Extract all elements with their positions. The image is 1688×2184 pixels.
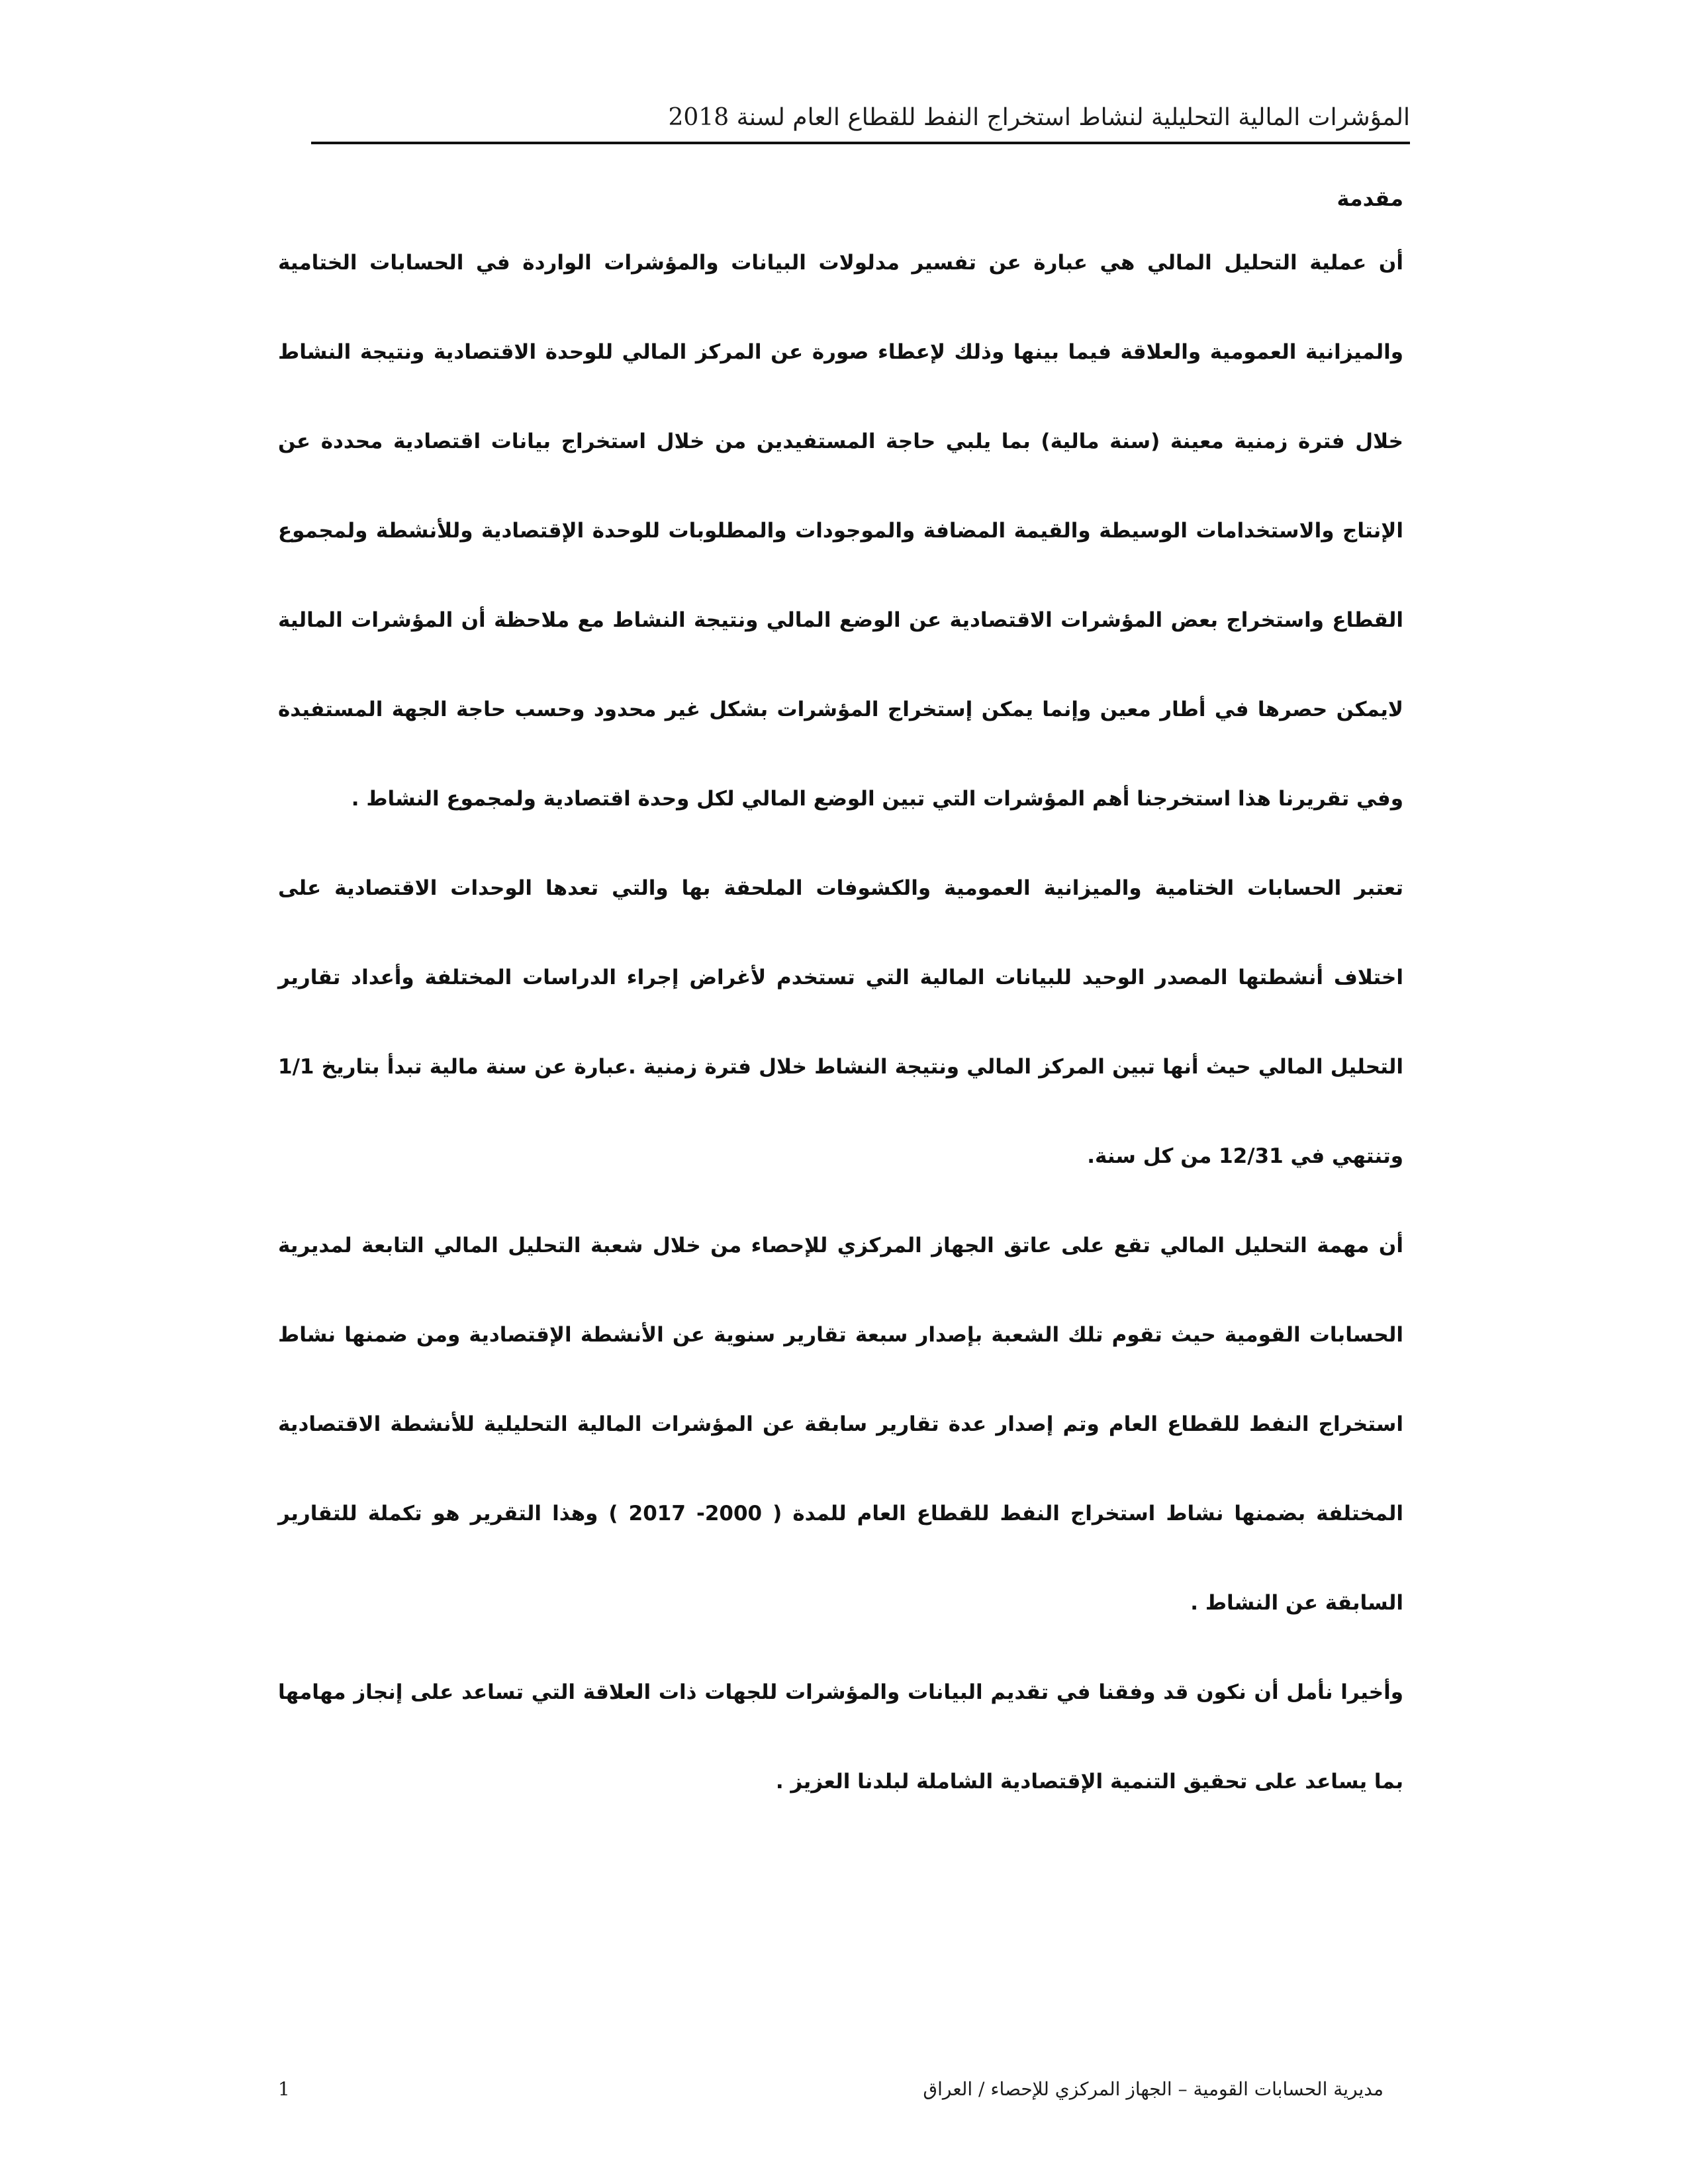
page-header	[311, 99, 1410, 136]
footer-text: مديرية الحسابات القومية – الجهاز المركزي للإحصاء / العراق	[923, 2078, 1383, 2100]
page-number: 1	[278, 2078, 290, 2100]
header-divider	[311, 142, 1410, 144]
paragraph-3: أن مهمة التحليل المالي تقع على عاتق الجهاز المركزي للإحصاء من خلال شعبة التحليل المالي التابعة لمديرية الحسابات القومية حيث تقوم تلك الشعبة بإصدار سبعة تقارير سنوية عن الأنشطة الإقتصادية ومن ضمنها نشاط استخراج النفط للقطاع العام وتم إصدار عدة تقارير سابقة عن المؤشرات المالية التحليلية للأنشطة الاقتصادية المختلفة بضمنها نشاط استخراج النفط للقطاع العام للمدة ( 2000- 2017 ) وهذا التقرير هو تكملة للتقارير السابقة عن النشاط .	[278, 1234, 1403, 1615]
main-content	[278, 179, 1403, 1827]
paragraph-4: وأخيرا نأمل أن نكون قد وفقنا في تقديم البيانات والمؤشرات للجهات ذات العلاقة التي تساعد على إنجاز مهامها بما يساعد على تحقيق التنمية الإقتصادية الشاملة لبلدنا العزيز .	[278, 1680, 1403, 1794]
header-title: المؤشرات المالية التحليلية لنشاط استخراج النفط للقطاع العام لسنة 2018	[668, 104, 1410, 131]
page-footer	[278, 2078, 1383, 2115]
section-heading: مقدمة	[1336, 186, 1403, 211]
paragraph-1: أن عملية التحليل المالي هي عبارة عن تفسير مدلولات البيانات والمؤشرات الواردة في الحسابات الختامية والميزانية العمومية والعلاقة فيما بينها وذلك لإعطاء صورة عن المركز المالي للوحدة الاقتصادية ونتيجة النشاط خلال فترة زمنية معينة (سنة مالية) بما يلبي حاجة المستفيدين من خلال استخراج بيانات اقتصادية محددة عن الإنتاج والاستخدامات الوسيطة والقيمة المضافة والموجودات والمطلوبات للوحدة الإقتصادية وللأنشطة ولمجموع القطاع واستخراج بعض المؤشرات الاقتصادية عن الوضع المالي ونتيجة النشاط مع ملاحظة أن المؤشرات المالية لايمكن حصرها في أطار معين وإنما يمكن إستخراج المؤشرات بشكل غير محدود وحسب حاجة الجهة المستفيدة وفي تقريرنا هذا استخرجنا أهم المؤشرات التي تبين الوضع المالي لكل وحدة اقتصادية ولمجموع النشاط .	[278, 251, 1403, 811]
paragraph-2: تعتبر الحسابات الختامية والميزانية العمومية والكشوفات الملحقة بها والتي تعدها الوحدات الاقتصادية على اختلاف أنشطتها المصدر الوحيد للبيانات المالية التي تستخدم لأغراض إجراء الدراسات المختلفة وأعداد تقارير التحليل المالي حيث أنها تبين المركز المالي ونتيجة النشاط خلال فترة زمنية .عبارة عن سنة مالية تبدأ بتاريخ 1/1 وتنتهي في 12/31 من كل سنة.	[278, 876, 1403, 1168]
